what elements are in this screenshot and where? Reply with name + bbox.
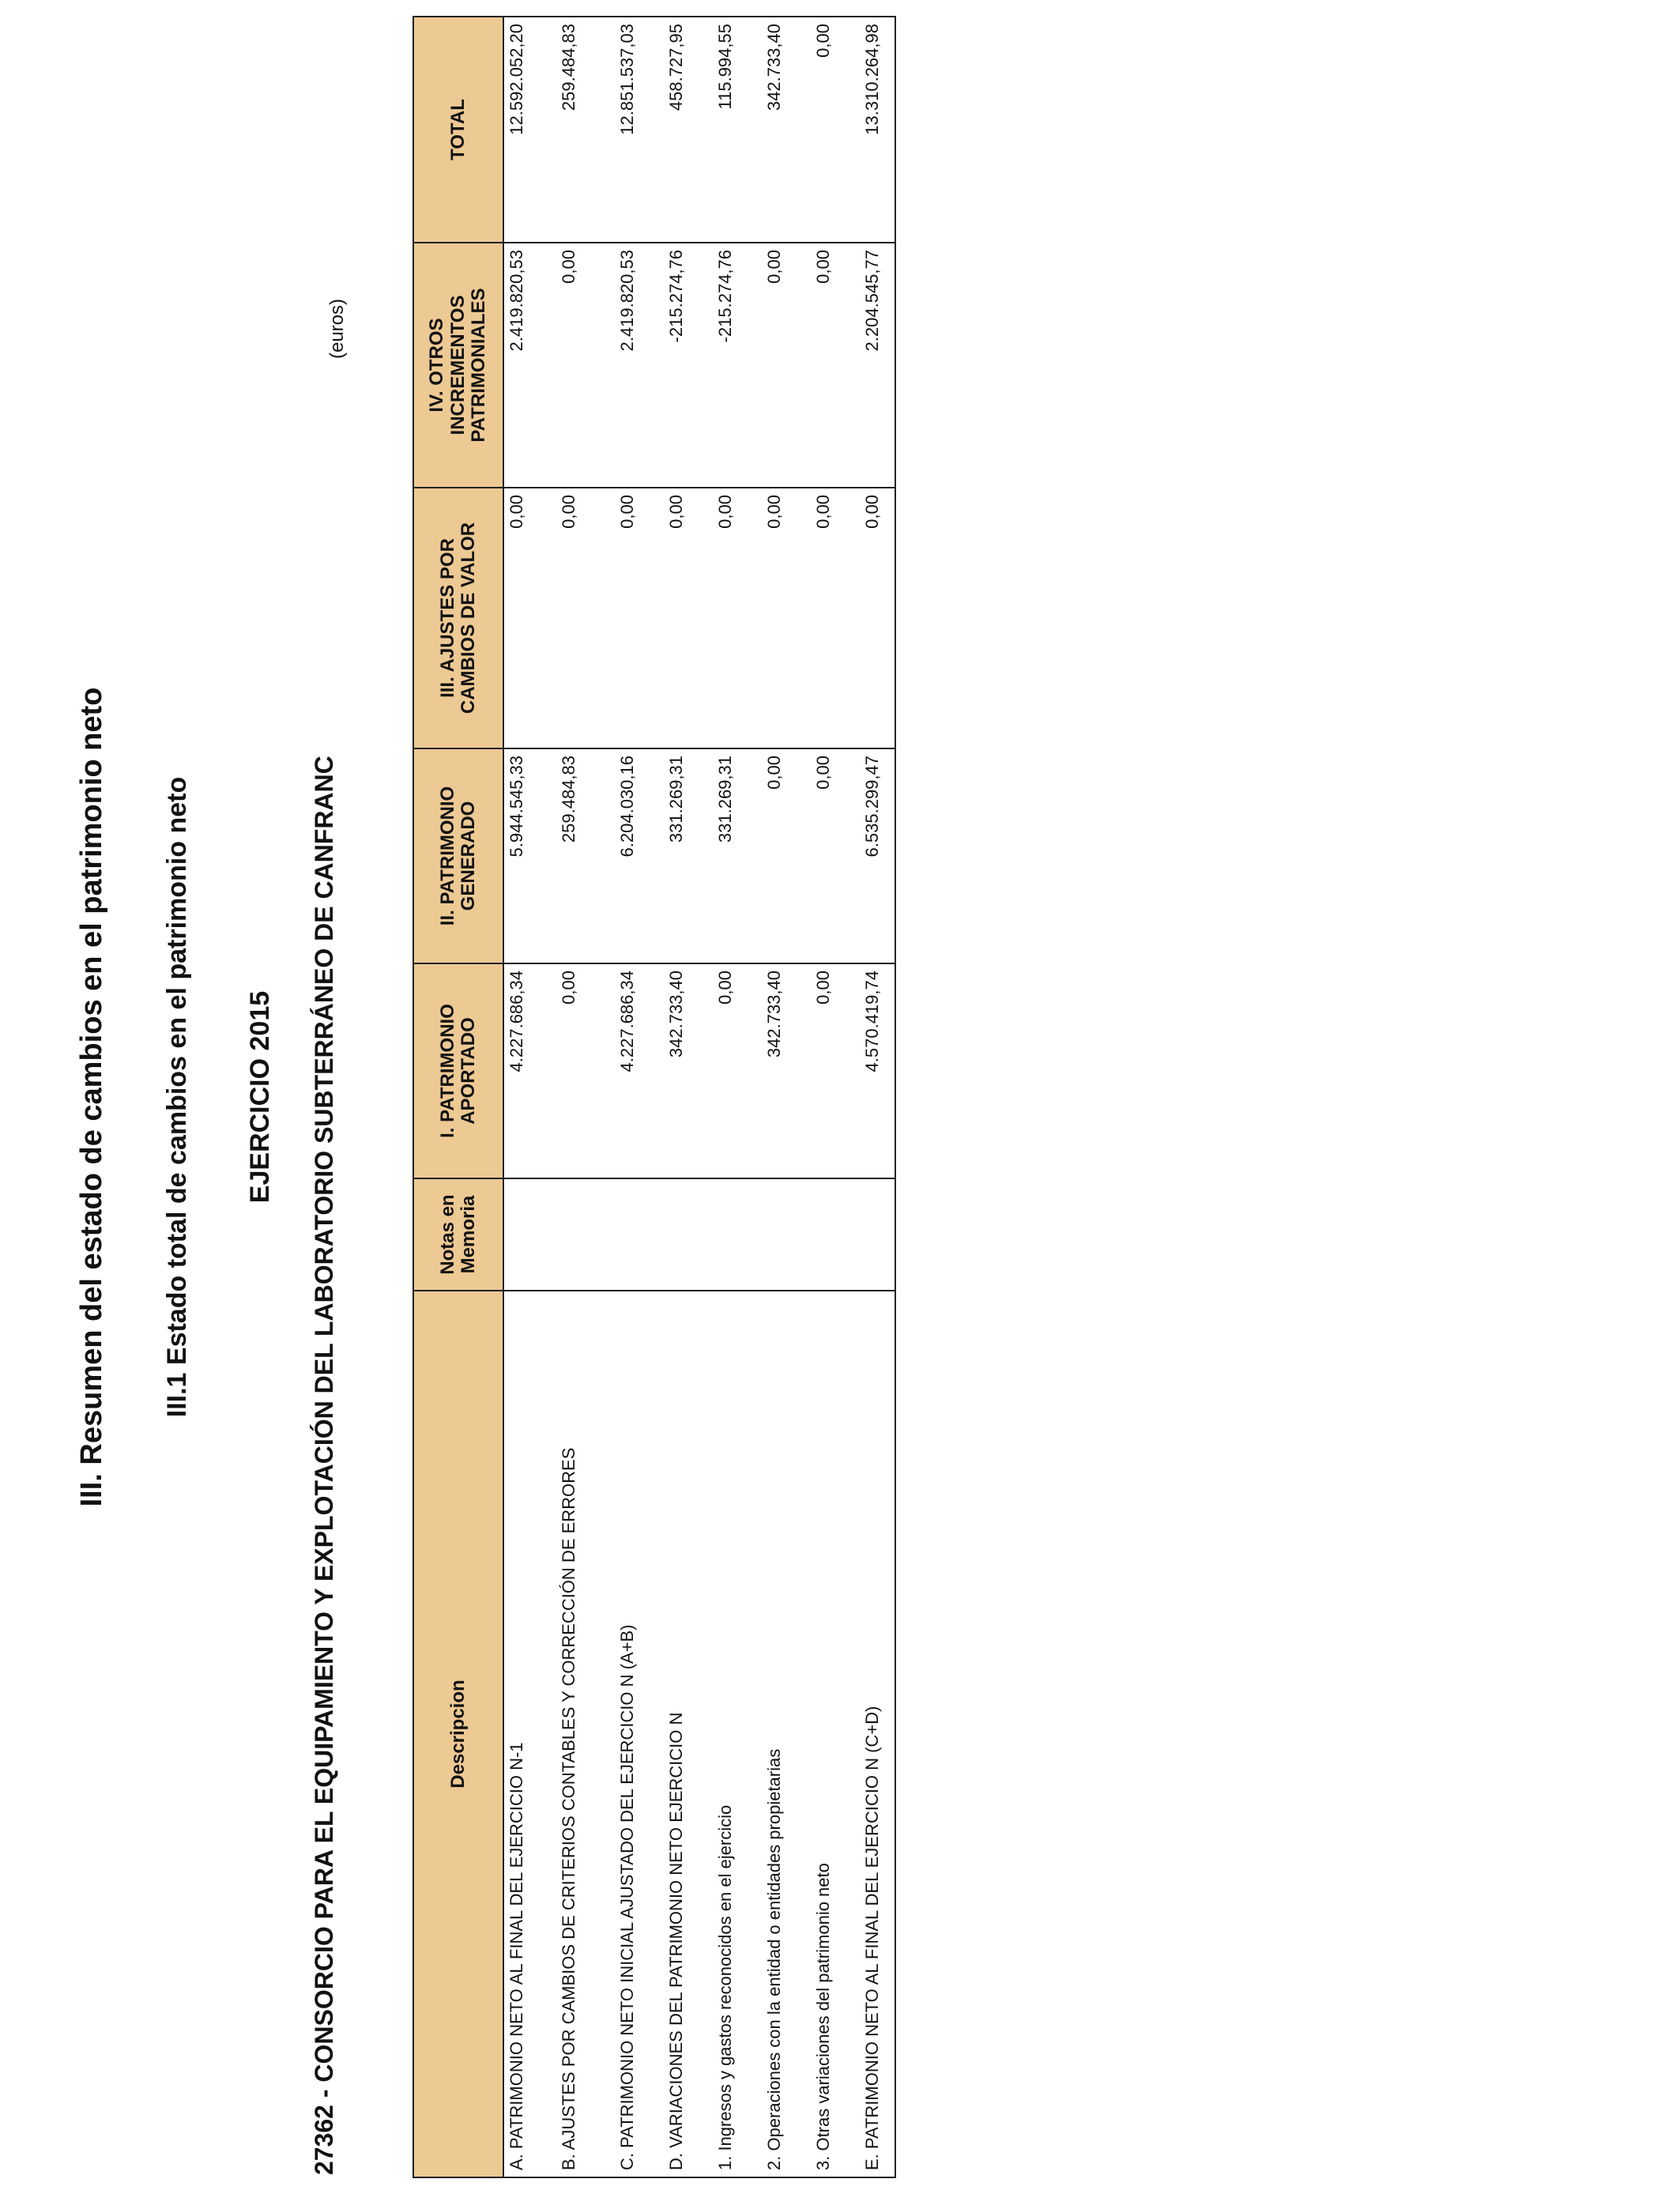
row-generado: 6.204.030,16 xyxy=(615,748,664,963)
row-description: 3. Otras variaciones del patrimonio neto xyxy=(811,1291,860,2177)
row-description: C. PATRIMONIO NETO INICIAL AJUSTADO DEL EJERCICIO N (A+B) xyxy=(615,1291,664,2177)
row-generado: 331.269,31 xyxy=(713,748,762,963)
column-header-patrimonio-generado: II. PATRIMONIO GENERADO xyxy=(413,748,503,963)
row-ajustes: 0,00 xyxy=(762,488,811,748)
row-notas xyxy=(762,1178,811,1291)
row-aportado: 342.733,40 xyxy=(664,963,713,1178)
row-otros: -215.274,76 xyxy=(664,243,713,488)
row-description: E. PATRIMONIO NETO AL FINAL DEL EJERCICIO N (C+D) xyxy=(860,1291,895,2177)
row-generado: 259.484,83 xyxy=(556,748,615,963)
row-total: 12.592.052,20 xyxy=(503,17,556,243)
fiscal-year-title: EJERCICIO 2015 xyxy=(245,990,275,1204)
table-row xyxy=(664,17,713,2177)
row-otros: 2.419.820,53 xyxy=(615,243,664,488)
table-row xyxy=(615,17,664,2177)
table-row xyxy=(860,17,895,2177)
row-total: 342.733,40 xyxy=(762,17,811,243)
row-notas xyxy=(615,1178,664,1291)
column-header-patrimonio-aportado: I. PATRIMONIO APORTADO xyxy=(413,963,503,1178)
row-otros: -215.274,76 xyxy=(713,243,762,488)
table-row xyxy=(762,17,811,2177)
row-total: 259.484,83 xyxy=(556,17,615,243)
column-header-otros-incrementos: IV. OTROS INCREMENTOS PATRIMONIALES xyxy=(413,243,503,488)
row-description: D. VARIACIONES DEL PATRIMONIO NETO EJERCICIO N xyxy=(664,1291,713,2177)
row-total: 115.994,55 xyxy=(713,17,762,243)
row-generado: 0,00 xyxy=(811,748,860,963)
row-ajustes: 0,00 xyxy=(811,488,860,748)
table-row xyxy=(503,17,556,2177)
row-description: B. AJUSTES POR CAMBIOS DE CRITERIOS CONTABLES Y CORRECCIÓN DE ERRORES xyxy=(556,1291,615,2177)
row-total: 458.727,95 xyxy=(664,17,713,243)
patrimonio-neto-table xyxy=(412,16,896,2178)
column-header-descripcion: Descripcion xyxy=(413,1291,503,2177)
row-notas xyxy=(664,1178,713,1291)
row-total: 13.310.264,98 xyxy=(860,17,895,243)
row-notas xyxy=(556,1178,615,1291)
row-aportado: 4.570.419,74 xyxy=(860,963,895,1178)
column-header-total: TOTAL xyxy=(413,17,503,243)
row-generado: 331.269,31 xyxy=(664,748,713,963)
table-row xyxy=(811,17,860,2177)
row-ajustes: 0,00 xyxy=(664,488,713,748)
row-ajustes: 0,00 xyxy=(713,488,762,748)
table-row xyxy=(713,17,762,2177)
row-aportado: 0,00 xyxy=(556,963,615,1178)
row-ajustes: 0,00 xyxy=(860,488,895,748)
row-ajustes: 0,00 xyxy=(503,488,556,748)
row-total: 0,00 xyxy=(811,17,860,243)
row-notas xyxy=(713,1178,762,1291)
subsection-title: III.1 Estado total de cambios en el patrimonio neto xyxy=(162,776,192,1418)
row-otros: 0,00 xyxy=(762,243,811,488)
row-aportado: 4.227.686,34 xyxy=(615,963,664,1178)
table-row xyxy=(556,17,615,2177)
row-notas xyxy=(811,1178,860,1291)
row-otros: 2.204.545,77 xyxy=(860,243,895,488)
row-aportado: 342.733,40 xyxy=(762,963,811,1178)
row-notas xyxy=(860,1178,895,1291)
column-header-ajustes: III. AJUSTES POR CAMBIOS DE VALOR xyxy=(413,488,503,748)
row-aportado: 4.227.686,34 xyxy=(503,963,556,1178)
table-header-row xyxy=(413,17,503,2177)
row-generado: 5.944.545,33 xyxy=(503,748,556,963)
row-otros: 0,00 xyxy=(556,243,615,488)
column-header-notas: Notas en Memoria xyxy=(413,1178,503,1291)
row-generado: 6.535.299,47 xyxy=(860,748,895,963)
entity-title: 27362 - CONSORCIO PARA EL EQUIPAMIENTO Y EXPLOTACIÓN DEL LABORATORIO SUBTERRÁNEO DE CANFRANC xyxy=(310,756,338,2175)
row-ajustes: 0,00 xyxy=(615,488,664,748)
row-generado: 0,00 xyxy=(762,748,811,963)
units-label: (euros) xyxy=(326,298,348,360)
row-description: A. PATRIMONIO NETO AL FINAL DEL EJERCICIO N-1 xyxy=(503,1291,556,2177)
row-aportado: 0,00 xyxy=(811,963,860,1178)
row-otros: 0,00 xyxy=(811,243,860,488)
section-title: III. Resumen del estado de cambios en el patrimonio neto xyxy=(75,687,108,1507)
row-total: 12.851.537,03 xyxy=(615,17,664,243)
row-description: 1. Ingresos y gastos reconocidos en el ejercicio xyxy=(713,1291,762,2177)
row-description: 2. Operaciones con la entidad o entidades propietarias xyxy=(762,1291,811,2177)
row-notas xyxy=(503,1178,556,1291)
row-aportado: 0,00 xyxy=(713,963,762,1178)
row-ajustes: 0,00 xyxy=(556,488,615,748)
row-otros: 2.419.820,53 xyxy=(503,243,556,488)
